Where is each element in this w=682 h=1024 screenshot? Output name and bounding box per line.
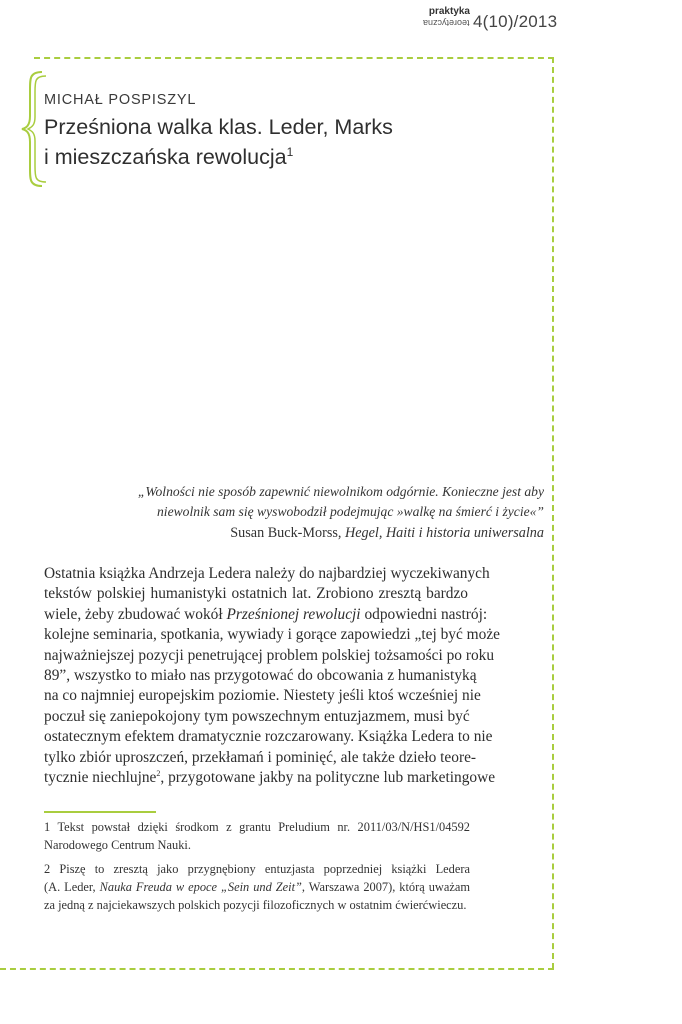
body-line: kolejne seminaria, spotkania, wywiady i gorące zapowiedzi „tej być może [44,626,500,644]
body-line: ostatecznym efektem dramatycznie rozczarowany. Książka Ledera to nie [44,728,493,746]
footnote-text-run: (A. Leder, [44,880,100,894]
footnote-book-title: Nauka Freuda w epoce „Sein und Zeit” [99,880,302,894]
book-title-ref: Prześnionej rewolucji [226,605,361,623]
footnote-line: 2 Piszę to zresztą jako przygnębiony entuzjasta poprzedniej książki Ledera [44,862,470,876]
title-line-1: Prześniona walka klas. Leder, Marks [44,115,393,139]
article-title [44,115,524,170]
body-line [44,768,496,788]
curly-brace-icon [20,70,46,188]
body-line: na co najmniej europejskim poziomie. Niestety jeśli ktoś wcześniej nie [44,687,481,705]
footnote-ref-2: 2 [156,768,161,778]
body-line: tekstów polskiej humanistyki ostatnich lat. Zrobiono zresztą bardzo [44,585,468,603]
footnote-1 [44,818,470,854]
article-author: MICHAŁ POSPISZYL [44,92,197,108]
body-line [44,605,488,625]
footnotes [44,818,470,920]
body-line: 89”, wszystko to miało nas przygotować do obcowania z humanistyką [44,667,477,685]
epigraph-attribution [230,525,544,542]
epigraph-author: Susan Buck-Morss, [230,525,342,541]
issue-number: 4(10)/2013 [473,12,558,31]
journal-name-inverted: teoretyczna [423,18,470,28]
frame-top-border [34,57,554,59]
footnote-line: za jedną z najciekawszych polskich pozycji filozoficznych w ostatnim ćwierćwieczu. [44,898,467,912]
footnote-line: 1 Tekst powstał dzięki środkom z grantu Preludium nr. 2011/03/N/HS1/04592 [44,820,470,834]
journal-name: praktyka [428,6,470,17]
footnote-divider [44,811,156,813]
body-text-run: , przygotowane jakby na polityczne lub marketingowe [160,769,496,787]
body-text-run: tycznie niechlujne [44,769,157,787]
frame-bottom-border [0,968,554,970]
title-footnote-ref: 1 [286,145,294,159]
title-line-2-text: i mieszczańska rewolucja [44,145,287,170]
epigraph-work: Hegel, Haiti i historia uniwersalna [344,525,544,541]
epigraph-line-1: „Wolności nie sposób zapewnić niewolnikom odgórnie. Konieczne jest aby [137,484,544,499]
footnote-2 [44,860,470,914]
footnote-text-run: , Warszawa 2007), którą uważam [301,880,471,894]
body-line: najważniejszej pozycji penetrującej problem polskiej tożsamości po roku [44,646,495,664]
frame-right-border [552,57,554,969]
body-paragraph [44,564,500,788]
footnote-line: Narodowego Centrum Nauki. [44,838,191,852]
footnote-line [44,878,470,896]
body-line: Ostatnia książka Andrzeja Ledera należy do najbardziej wyczekiwanych [44,565,490,582]
journal-logo [423,6,470,27]
body-text-run: wiele, żeby zbudować wokół [44,605,227,623]
title-line-2 [44,140,524,170]
body-line: tylko zbiór uproszczeń, przekłamań i pominięć, ale także dzieło teore- [44,748,477,766]
epigraph-quote [138,482,544,522]
epigraph-line-2: niewolnik sam się wyswobodził podejmując »walkę na śmierć i życie«” [157,504,544,519]
body-line: poczuł się zaniepokojony tym powszechnym entuzjazmem, musi być [44,707,470,725]
body-text-run: odpowiedni nastrój: [360,605,488,623]
